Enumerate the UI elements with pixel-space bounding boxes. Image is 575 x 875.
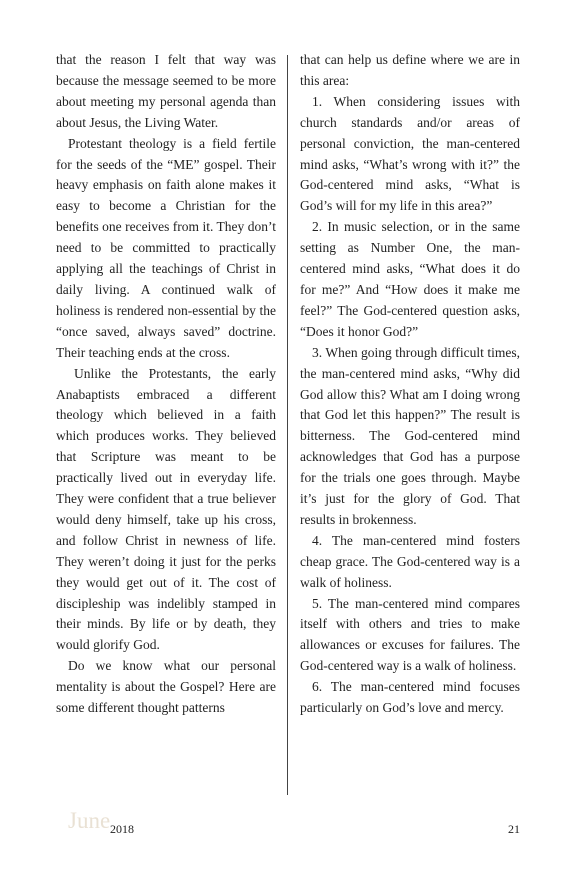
paragraph: Do we know what our personal mentality is about the Gospel? Here are some different thought patterns (56, 658, 276, 716)
footer-year: 2018 (110, 822, 134, 836)
paragraph: that can help us define where we are in this area: (300, 52, 520, 88)
paragraph: Protestant theology is a field fertile for the seeds of the “ME” gospel. Their heavy emphasis on faith alone makes it easy to become a Christian for the benefits one receives from it. They don’t need to be committed to practically applying all the teachings of Christ in daily living. A continued walk of holiness is rendered non-essential by the “once saved, always saved” doctrine. Their teaching ends at the cross. (56, 135, 276, 360)
list-item: 6. The man-centered mind focuses particularly on God’s love and mercy. (300, 679, 520, 716)
list-item: 2. In music selection, or in the same setting as Number One, the man-centered mind asks, “What does it do for me?” And “How does it make me feel?” The God-centered question asks, “Does it honor God?” (300, 219, 520, 339)
paragraph: Unlike the Protestants, the early Anabaptists embraced a different theology which believed in a faith which produces works. They believed that Scripture was meant to be practically lived out in everyday life. They were confident that a true believer would deny himself, take up his cross, and follow Christ in newness of life. They weren’t doing it just for the perks they would get out of it. The cost of discipleship was indelibly stamped in their minds. By life or by death, they would glorify God. (56, 365, 276, 653)
left-column (56, 50, 276, 719)
footer-month: June (68, 808, 111, 833)
column-divider (287, 55, 288, 795)
list-item: 4. The man-centered mind fosters cheap grace. The God-centered way is a walk of holiness. (300, 532, 520, 590)
list-item: 3. When going through difficult times, the man-centered mind asks, “Why did God allow this? What am I doing wrong that God let this happen?” The result is bitterness. The God-centered mind acknowledges that God has a purpose for the trials one goes through. Maybe it’s just for the glory of God. That results in brokenness. (300, 344, 520, 527)
list-item: 5. The man-centered mind compares itself with others and tries to make allowances or excuses for failures. The God-centered way is a walk of holiness. (300, 595, 520, 674)
list-item: 1. When considering issues with church standards and/or areas of personal conviction, the man-centered mind asks, “What’s wrong with it?” the God-centered mind asks, “What is God’s will for my life in this area?” (300, 93, 520, 214)
page-number: 21 (508, 822, 520, 836)
paragraph: that the reason I felt that way was because the message seemed to be more about meeting my personal agenda than about Jesus, the Living Water. (56, 52, 276, 130)
right-column (300, 50, 520, 719)
